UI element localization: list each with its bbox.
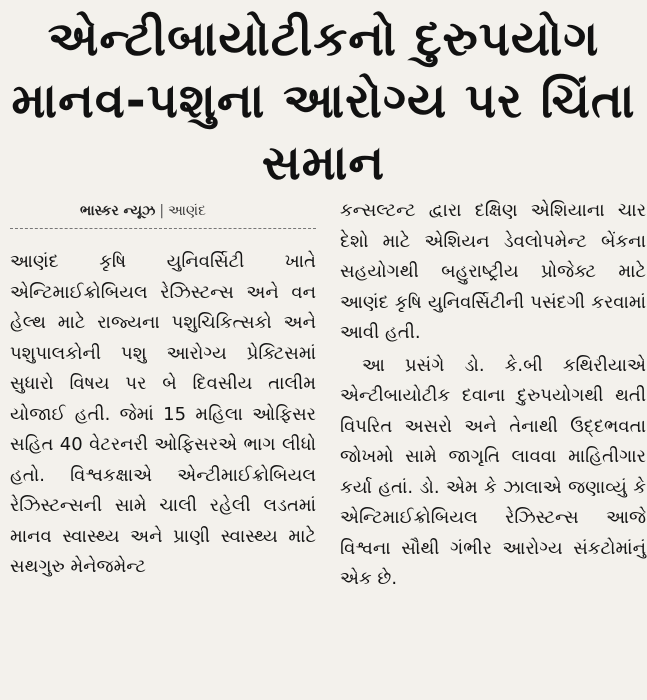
byline-source: ભાસ્કર ન્યૂઝ <box>80 203 156 219</box>
body-paragraph-2: કન્સલ્ટન્ટ દ્વારા દક્ષિણ એશિયાના ચાર દેશો માટે એશિયન ડેવલોપમેન્ટ બેંકના સહયોગથી બહુરાષ્ટ્રીય પ્રોજેક્ટ માટે આણંદ કૃષિ યુનિવર્સિટીની પસંદગી કરવામાં આવી હતી. <box>340 200 646 343</box>
byline <box>10 196 316 226</box>
headline: એન્ટીબાયોટીકનો દુરુપયોગ માનવ-પશુના આરોગ્ય પર ચિંતા સમાન <box>11 11 636 191</box>
column-right <box>340 196 646 595</box>
column-left <box>10 196 316 583</box>
body-paragraph-1: આણંદ કૃષિ યુનિવર્સિટી ખાતે એન્ટિમાઈક્રોબિયલ રેઝિસ્ટન્સ અને વન હેલ્થ માટે રાજ્યના પશુચિકિત્સકો અને પશુપાલકોની પશુ આરોગ્ય પ્રેક્ટિસમાં સુધારો વિષય પર બે દિવસીય તાલીમ યોજાઈ હતી. જેમાં 15 મહિલા ઓફિસર સહિત 40 વેટરનરી ઓફિસરએ ભાગ લીધો હતો. વિશ્વકક્ષાએ એન્ટીમાઈક્રોબિયલ રેઝિસ્ટન્સની સામે ચાલી રહેલી લડતમાં માનવ સ્વાસ્થ્ય અને પ્રાણી સ્વાસ્થ્ય માટે સથગુરુ મેનેજમેન્ટ <box>10 251 316 577</box>
body-paragraph-3: આ પ્રસંગે ડો. કે.બી કથિરીયાએ એન્ટીબાયોટીક દવાના દુરુપયોગથી થતી વિપરિત અસરો અને તેનાથી ઉદ્દભવતા જોખમો સામે જાગૃતિ લાવવા માહિતીગાર કર્યા હતાં. ડો. એમ કે ઝાલાએ જણાવ્યું કે એન્ટિમાઈક્રોબિયલ રેઝિસ્ટન્સ આજે વિશ્વના સૌથી ગંભીર આરોગ્ય સંકટોમાંનું એક છે. <box>340 354 646 589</box>
byline-location: આણંદ <box>168 203 206 219</box>
byline-separator: | <box>159 203 165 219</box>
byline-rule <box>10 228 316 229</box>
article-columns <box>10 196 646 700</box>
